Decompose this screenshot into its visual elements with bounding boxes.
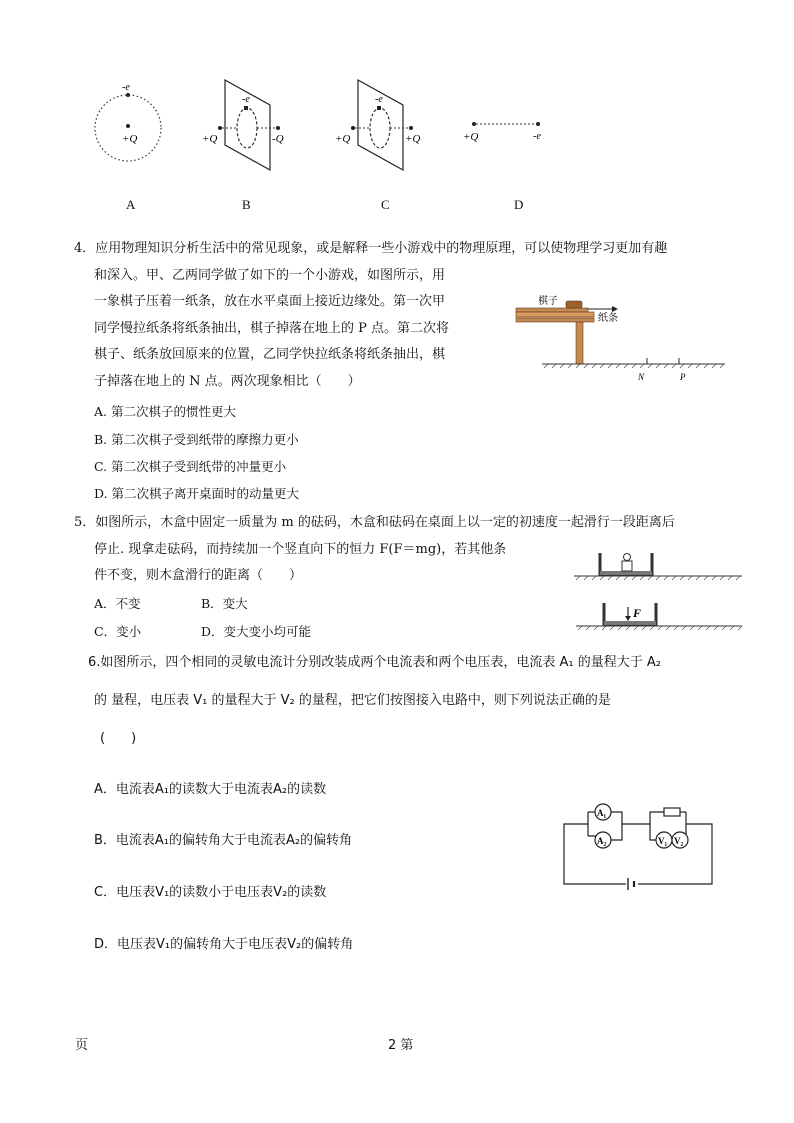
ground-hatch (544, 364, 724, 368)
circuit-wires (564, 812, 712, 884)
q4-option-c: C. 第二次棋子受到纸带的冲量更小 (94, 459, 287, 474)
charge-figures (80, 70, 600, 190)
label-a1: A₁ (597, 808, 607, 818)
box-bottom (604, 621, 656, 625)
figure-b (202, 80, 284, 170)
q4-line-2: 和深入。甲、乙两同学做了如下的一个小游戏，如图所示，用 (94, 268, 446, 283)
label-v2: V₂ (674, 836, 684, 846)
q4-table-figure (510, 290, 730, 385)
label-right-b: -Q (272, 133, 284, 145)
paper-strip (516, 308, 588, 312)
box-with-weight (574, 553, 742, 580)
label-force: F (633, 606, 642, 620)
q6-option-b: B．电流表A₁的偏转角大于电流表A₂的偏转角 (94, 833, 353, 848)
table-edge (516, 318, 594, 322)
label-right-d: -e (533, 131, 541, 142)
q4-option-a: A. 第二次棋子的惯性更大 (94, 404, 236, 419)
q5-option-a: A．不变 (94, 596, 141, 611)
charge-dot (218, 126, 222, 130)
orbit-ellipse (237, 108, 257, 148)
q4-line-3: 一象棋子压着一纸条，放在水平桌面上接近边缘处。第一次甲 (94, 294, 446, 309)
electron-dot (536, 122, 540, 126)
q6-option-a: A．电流表A₁的读数大于电流表A₂的读数 (94, 782, 327, 797)
label-piece: 棋子 (538, 296, 558, 307)
q5-box-figure (570, 545, 745, 637)
label-electron-a: -e (122, 82, 130, 93)
q6-option-c: C．电压表V₁的读数小于电压表V₂的读数 (94, 885, 327, 900)
q6-line-3: ( ) (100, 731, 137, 746)
weight-block (622, 561, 632, 571)
resistor (664, 808, 680, 816)
label-a2: A₂ (597, 836, 607, 846)
caption-c: C (381, 197, 390, 212)
charge-dot (351, 126, 355, 130)
box-bottom (600, 571, 652, 575)
q6-circuit (560, 798, 720, 890)
caption-d: D (514, 197, 524, 212)
label-left-b: +Q (202, 133, 218, 145)
q5-line-2: 停止. 现拿走砝码，而持续加一个竖直向下的恒力 F(F＝mg)，若其他条 (94, 542, 507, 557)
q6-option-d: D．电压表V₁的偏转角大于电压表V₂的偏转角 (94, 937, 354, 952)
electron-dot (126, 93, 130, 97)
label-electron-c: -e (375, 94, 383, 105)
label-right-c: +Q (405, 133, 421, 145)
arrow-head (612, 306, 618, 312)
charge-dot (126, 124, 130, 128)
q4-line-1: 4．应用物理知识分析生活中的常见现象，或是解释一些小游戏中的物理原理，可以使物理学习更加有趣 (74, 241, 668, 256)
q5-option-b: B．变大 (201, 596, 248, 611)
figure-c (335, 80, 420, 170)
charge-dot (472, 122, 476, 126)
electron-dot (377, 106, 381, 110)
label-left-d: +Q (463, 131, 479, 143)
label-n: N (638, 372, 645, 382)
q6-line-2: 的 量程，电压表 V₁ 的量程大于 V₂ 的量程，把它们按图接入电路中，则下列说法正确的是 (94, 693, 611, 708)
charge-dot (409, 126, 413, 130)
label-strip: 纸条 (598, 313, 618, 324)
caption-b: B (242, 197, 251, 212)
label-p: P (680, 372, 686, 382)
q4-line-4: 同学慢拉纸条将纸条抽出，棋子掉落在地上的 P 点。第二次将 (94, 321, 450, 336)
q4-line-5: 棋子、纸条放回原来的位置，乙同学快拉纸条将纸条抽出，棋 (94, 347, 446, 362)
q6-line-1: 6.如图所示，四个相同的灵敏电流计分别改装成两个电流表和两个电压表，电流表 A₁ 的量程大于 A₂ (88, 655, 662, 670)
q5-line-1: 5．如图所示，木盒中固定一质量为 m 的砝码，木盒和砝码在桌面上以一定的初速度一起滑行一段距离后 (74, 515, 675, 530)
table-top (516, 312, 594, 317)
label-electron-b: -e (242, 94, 250, 105)
q4-option-b: B. 第二次棋子受到纸带的摩擦力更小 (94, 432, 299, 447)
figure-d (463, 122, 541, 143)
box-with-force (576, 603, 742, 630)
q4-line-6: 子掉落在地上的 N 点。两次现象相比（ ） (94, 374, 361, 389)
weight-knob (624, 554, 631, 561)
orbit-ellipse (370, 108, 390, 148)
table-leg (576, 322, 583, 364)
arrow-head (625, 616, 631, 621)
electron-dot (244, 106, 248, 110)
ground-hatch (578, 626, 742, 630)
q5-option-c: C．变小 (94, 624, 142, 639)
q5-option-d: D．变大变小均可能 (201, 624, 312, 639)
footer-left: 页 (75, 1038, 89, 1053)
label-v1: V₁ (658, 836, 668, 846)
label-left-c: +Q (335, 133, 351, 145)
figure-a (95, 82, 161, 161)
q4-option-d: D. 第二次棋子离开桌面时的动量更大 (94, 486, 300, 501)
label-charge-a: +Q (122, 133, 138, 145)
page-number: 2 第 (388, 1038, 414, 1053)
q5-line-3: 件不变，则木盒滑行的距离（ ） (94, 568, 303, 583)
ground-hatch (576, 576, 740, 580)
charge-dot (276, 126, 280, 130)
caption-a: A (126, 197, 136, 212)
chess-piece (566, 301, 582, 308)
